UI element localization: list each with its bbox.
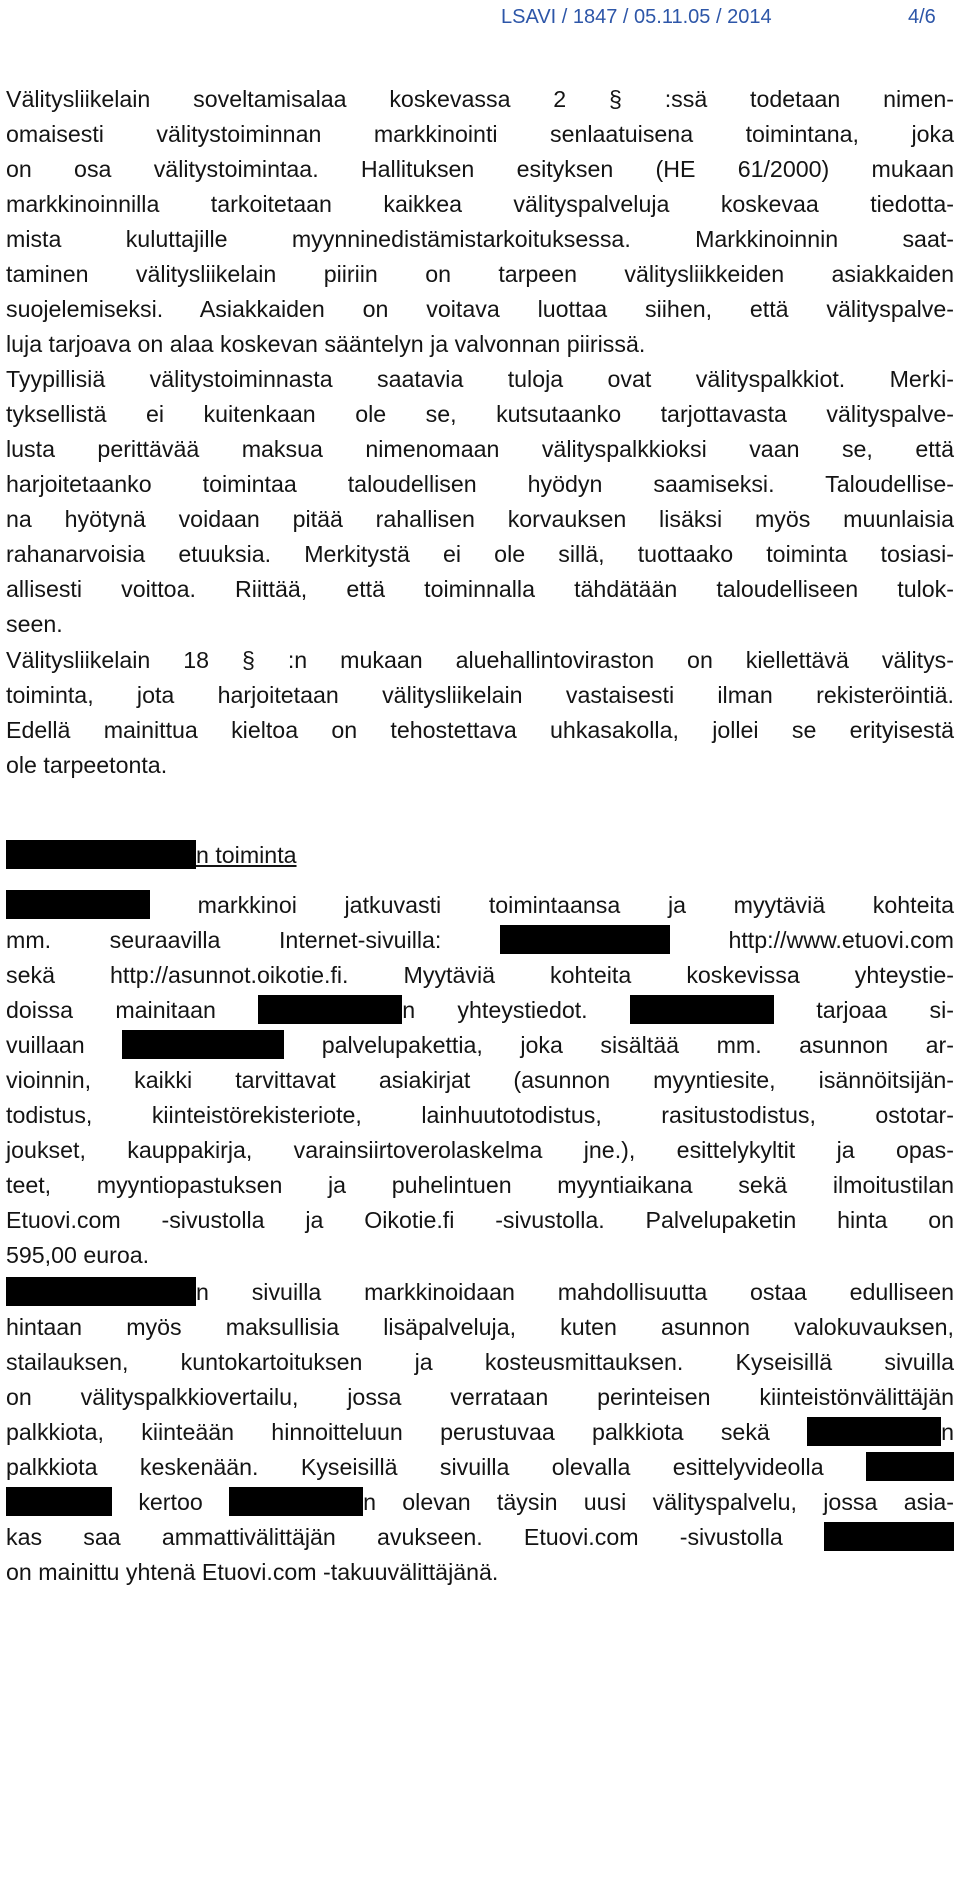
redaction-bar: [122, 1030, 284, 1059]
text-line: na hyötynä voidaan pitää rahallisen korvauksen lisäksi myös muunlaisia: [6, 506, 954, 532]
text-line: allisesti voittoa. Riittää, että toiminnalla tähdätään taloudelliseen tulok-: [6, 576, 954, 602]
text-line: seen.: [6, 611, 63, 637]
text-line: omaisesti välitystoiminnan markkinointi senlaatuisena toimintana, joka: [6, 121, 954, 147]
text-line: hintaan myös maksullisia lisäpalveluja, kuten asunnon valokuvauksen,: [6, 1314, 954, 1340]
text-line: kertoo n olevan täysin uusi välityspalvelu, jossa asia-: [6, 1485, 954, 1520]
text-line: sekä http://asunnot.oikotie.fi. Myytäviä kohteita koskevissa yhteystie-: [6, 962, 954, 988]
text-line: palkkiota keskenään. Kyseisillä sivuilla olevalla esittelyvideolla: [6, 1450, 954, 1485]
text-line: Edellä mainittua kieltoa on tehostettava uhkasakolla, jollei se erityisestä: [6, 717, 954, 743]
text-line: n sivuilla markkinoidaan mahdollisuutta ostaa edulliseen: [6, 1275, 954, 1310]
paragraph-income: [6, 362, 954, 642]
text-line: on mainittu yhtenä Etuovi.com -takuuvälittäjänä.: [6, 1559, 499, 1585]
text-line: rahanarvoisia etuuksia. Merkitystä ei ole sillä, tuottaako toiminta tosiasi-: [6, 541, 954, 567]
section-heading: [6, 838, 954, 873]
text-line: Välitysliikelain soveltamisalaa koskevassa 2 § :ssä todetaan nimen-: [6, 86, 954, 112]
redaction-bar: [6, 1277, 196, 1306]
text-line: joukset, kauppakirja, varainsiirtoverolaskelma jne.), esittelykyltit ja opas-: [6, 1137, 954, 1163]
redaction-bar: [824, 1522, 954, 1551]
text-line: toiminta, jota harjoitetaan välitysliikelain vastaisesti ilman rekisteröintiä.: [6, 682, 954, 708]
redaction-bar: [6, 840, 196, 869]
text-line: taminen välitysliikelain piiriin on tarpeen välitysliikkeiden asiakkaiden: [6, 261, 954, 287]
text-line: vioinnin, kaikki tarvittavat asiakirjat (asunnon myyntiesite, isännöitsijän-: [6, 1067, 954, 1093]
text-line: tyksellistä ei kuitenkaan ole se, kutsutaanko tarjottavasta välityspalve-: [6, 401, 954, 427]
text-line: doissa mainitaan n yhteystiedot. tarjoaa si-: [6, 997, 954, 1023]
text-line: vuillaan palvelupakettia, joka sisältää mm. asunnon ar-: [6, 1032, 954, 1058]
redaction-bar: [6, 1487, 112, 1516]
redaction-bar: [6, 890, 150, 919]
text-line: on välityspalkkiovertailu, jossa verrataan perinteisen kiinteistönvälittäjän: [6, 1384, 954, 1410]
text-line: kas saa ammattivälittäjän avukseen. Etuovi.com -sivustolla: [6, 1520, 954, 1555]
text-line: Etuovi.com -sivustolla ja Oikotie.fi -sivustolla. Palvelupaketin hinta on: [6, 1207, 954, 1233]
text-line: mista kuluttajille myynninedistämistarkoituksessa. Markkinoinnin saat-: [6, 226, 954, 252]
document-reference: LSAVI / 1847 / 05.11.05 / 2014: [501, 6, 772, 28]
text-line: todistus, kiinteistörekisteriote, lainhuutotodistus, rasitustodistus, ostotar-: [6, 1102, 954, 1128]
paragraph-scope: [6, 82, 954, 362]
text-line: harjoitetaanko toimintaa taloudellisen hyödyn saamiseksi. Taloudellise-: [6, 471, 954, 497]
redaction-bar: [229, 1487, 363, 1516]
text-line: Tyypillisiä välitystoiminnasta saatavia tuloja ovat välityspalkkiot. Merki-: [6, 366, 954, 392]
page-header: [0, 4, 960, 34]
redaction-bar: [866, 1452, 954, 1481]
section-heading-text: n toiminta: [196, 842, 297, 868]
text-line: luja tarjoava on alaa koskevan sääntelyn ja valvonnan piirissä.: [6, 331, 646, 357]
page-number: 4/6: [908, 6, 936, 28]
text-line: on osa välitystoimintaa. Hallituksen esityksen (HE 61/2000) mukaan: [6, 156, 954, 182]
text-line: 595,00 euroa.: [6, 1242, 150, 1268]
redaction-bar: [630, 995, 774, 1024]
text-line: teet, myyntiopastuksen ja puhelintuen myyntiaikana sekä ilmoitustilan: [6, 1172, 954, 1198]
redaction-bar: [500, 925, 670, 954]
paragraph-prohibition: [6, 643, 954, 783]
text-line: lusta perittävää maksua nimenomaan välityspalkkioksi vaan se, että: [6, 436, 954, 462]
text-line: mm. seuraavilla Internet-sivuilla: http://www.etuovi.com: [6, 927, 954, 953]
text-line: markkinoinnilla tarkoitetaan kaikkea välityspalveluja koskevaa tiedotta-: [6, 191, 954, 217]
text-line: suojelemiseksi. Asiakkaiden on voitava luottaa siihen, että välityspalve-: [6, 296, 954, 322]
redaction-bar: [258, 995, 402, 1024]
text-line: stailauksen, kuntokartoituksen ja kosteusmittauksen. Kyseisillä sivuilla: [6, 1349, 954, 1375]
text-line: Välitysliikelain 18 § :n mukaan aluehallintoviraston on kiellettävä välitys-: [6, 647, 954, 673]
text-line: markkinoi jatkuvasti toimintaansa ja myytäviä kohteita: [6, 888, 954, 923]
text-line: ole tarpeetonta.: [6, 752, 168, 778]
redaction-bar: [807, 1417, 941, 1446]
text-line: palkkiota, kiinteään hinnoitteluun perustuvaa palkkiota sekä n: [6, 1419, 954, 1445]
paragraph-services: [6, 1275, 954, 1590]
paragraph-marketing: [6, 888, 954, 1273]
